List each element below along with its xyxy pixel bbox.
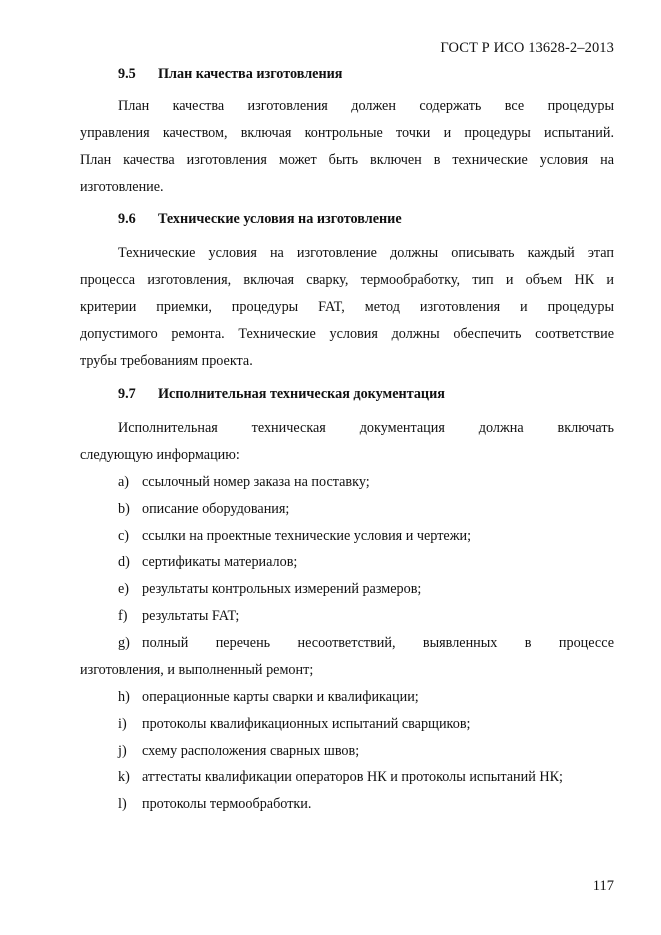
section-heading-9-7 [118,386,445,403]
paragraph-line: План качества изготовления должен содержать все процедуры [118,98,614,114]
list-item-text: схему расположения сварных швов; [142,743,360,759]
paragraph-line: План качества изготовления может быть включен в технические условия на [80,152,614,168]
list-item-label: j) [118,743,127,759]
list-item [118,635,614,652]
list-item [118,769,563,786]
list-item-label: l) [118,796,127,812]
section-heading-9-6 [118,211,402,228]
list-item-label: d) [118,554,130,570]
list-item [118,581,421,598]
list-item-text: описание оборудования; [142,501,290,517]
list-item [118,689,419,706]
list-item-text: ссылки на проектные технические условия и чертежи; [142,528,472,544]
list-item-label: b) [118,501,130,517]
paragraph-line: изготовление. [80,179,164,195]
list-item [118,554,297,571]
list-item-label: c) [118,528,130,544]
list-item-text: операционные карты сварки и квалификации; [142,689,419,705]
document-header: ГОСТ Р ИСО 13628-2–2013 [440,40,614,56]
list-item-text: ссылочный номер заказа на поставку; [142,474,370,490]
list-item-text: полный перечень несоответствий, выявленных в процессе [142,635,614,651]
section-heading-9-5 [118,66,342,83]
section-title: План качества изготовления [158,66,343,82]
list-item-label: g) [118,635,130,651]
list-item-text: результаты FAT; [142,608,240,624]
paragraph-line: критерии приемки, процедуры FAT, метод изготовления и процедуры [80,299,614,315]
list-item [118,796,311,813]
list-item-label: e) [118,581,130,597]
list-item-continuation: изготовления, и выполненный ремонт; [80,662,314,678]
list-item-label: h) [118,689,130,705]
list-item [118,743,359,760]
paragraph-line: процесса изготовления, включая сварку, термообработку, тип и объем НК и [80,272,614,288]
paragraph-line: допустимого ремонта. Технические условия должны обеспечить соответствие [80,326,614,342]
list-item-label: f) [118,608,128,624]
list-item-text: результаты контрольных измерений размеров; [142,581,422,597]
list-item [118,716,470,733]
section-number: 9.5 [118,66,136,82]
list-item-text: протоколы квалификационных испытаний сварщиков; [142,716,471,732]
page-number: 117 [592,878,614,894]
paragraph-line: Технические условия на изготовление должны описывать каждый этап [118,245,614,261]
list-item-label: i) [118,716,127,732]
list-item-text: сертификаты материалов; [142,554,298,570]
list-item [118,501,289,518]
paragraph-line: трубы требованиям проекта. [80,353,253,369]
list-item-label: k) [118,769,130,785]
paragraph-line: управления качеством, включая контрольные точки и процедуры испытаний. [80,125,614,141]
section-title: Технические условия на изготовление [158,211,402,227]
paragraph-line: следующую информацию: [80,447,240,463]
list-item [118,474,370,491]
list-item [118,528,471,545]
list-item [118,608,239,625]
section-number: 9.7 [118,386,136,402]
list-item-label: a) [118,474,130,490]
section-title: Исполнительная техническая документация [158,386,445,402]
list-item-text: аттестаты квалификации операторов НК и протоколы испытаний НК; [142,769,563,785]
paragraph-line: Исполнительная техническая документация должна включать [118,420,614,436]
list-item-text: протоколы термообработки. [142,796,312,812]
section-number: 9.6 [118,211,136,227]
